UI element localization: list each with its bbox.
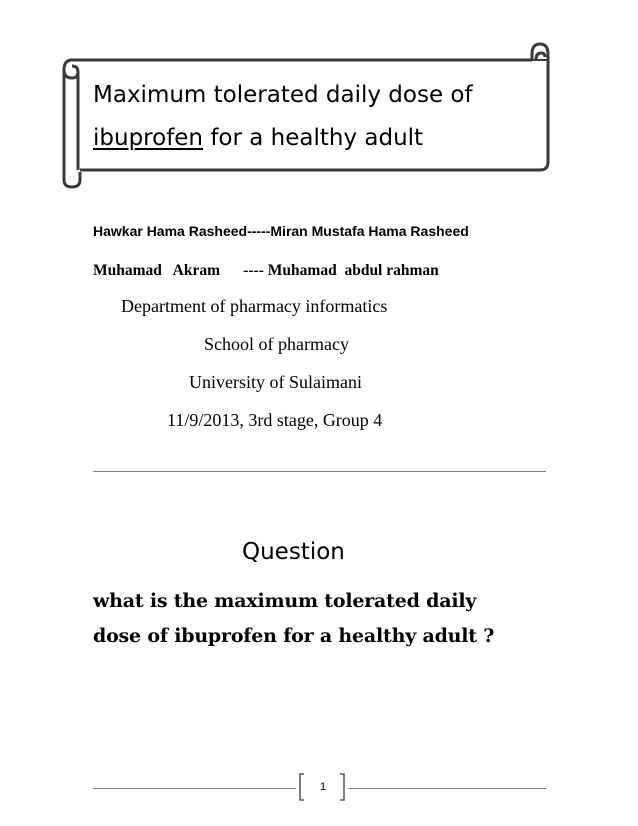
footer-rule-left: [93, 788, 296, 789]
school-name: School of pharmacy: [204, 334, 349, 354]
document-title-line-1: Maximum tolerated daily dose of: [93, 82, 473, 108]
page-number: 1: [319, 781, 327, 793]
question-text-line-2: dose of ibuprofen for a healthy adult ?: [93, 625, 495, 647]
question-text-line-1: what is the maximum tolerated daily: [93, 590, 477, 612]
university-name: University of Sulaimani: [189, 372, 362, 392]
title-line-2-rest: for a healthy adult: [203, 125, 424, 151]
department-name: Department of pharmacy informatics: [121, 296, 388, 316]
title-keyword: ibuprofen: [93, 125, 204, 151]
authors-line-2: Muhamad Akram ---- Muhamad abdul rahman: [93, 262, 439, 279]
date-stage-group: 11/9/2013, 3rd stage, Group 4: [167, 410, 383, 430]
document-title-line-2: [93, 127, 423, 150]
section-divider: [93, 471, 546, 472]
authors-line-1: Hawkar Hama Rasheed-----Miran Mustafa Hama Rasheed: [93, 223, 469, 239]
question-heading: Question: [242, 539, 345, 565]
footer-rule-right: [348, 788, 546, 789]
